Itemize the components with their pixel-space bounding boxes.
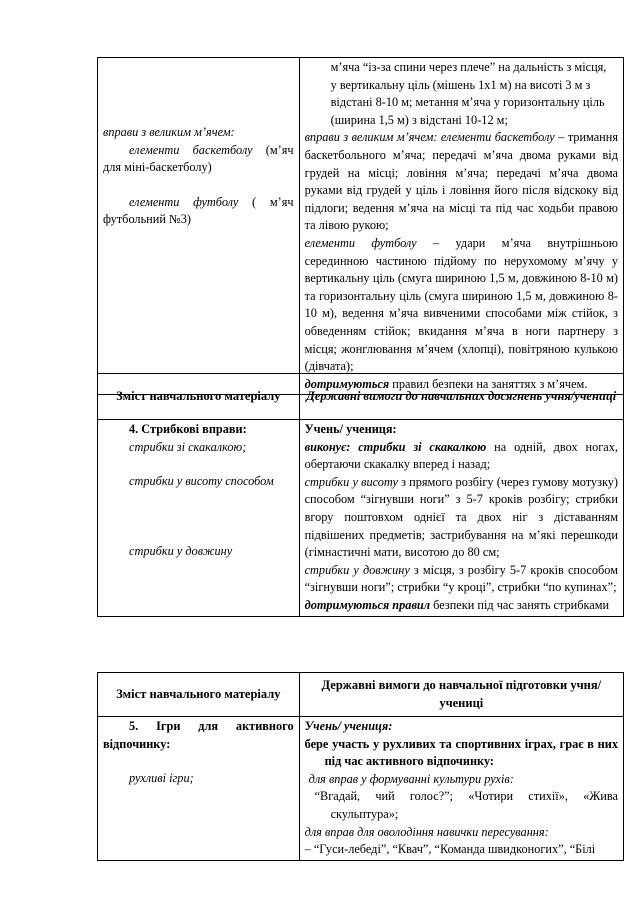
football-item	[103, 194, 294, 229]
section-title: 4. Стрибкові вправи:	[129, 422, 247, 436]
games-item: рухливі ігри;	[129, 771, 194, 786]
basketball-paragraph	[305, 129, 618, 235]
safety-text: правил безпеки на заняттях з м’ячем.	[389, 376, 588, 391]
content-cell	[98, 420, 300, 617]
jump-item: стрибки у висоту способом	[129, 474, 274, 489]
header-requirements: Державні вимоги до навчальної підготовки учня/учениці	[299, 673, 623, 717]
basketball-note: (м’яч для міні-баскетболу)	[103, 142, 294, 175]
table-header-row	[98, 673, 624, 717]
culture-games: “Вгадай, чий голос?”; «Чотири стихії», «Жива скульптура»;	[314, 789, 618, 821]
basketball-label: елементи баскетболу	[129, 142, 253, 157]
safety-lead: дотримуються правил	[304, 597, 431, 612]
text-line: у вертикальну ціль (мішень 1х1 м) на висоті 3 м з	[330, 77, 591, 92]
participation-paragraph: бере участь у рухливих та спортивних іграх, грає в них під час активного відпочинку:	[304, 736, 618, 769]
requirements-cell	[299, 58, 623, 395]
rope-paragraph	[305, 439, 618, 474]
table-row	[98, 58, 624, 395]
long-jump-text: з місця, з розбігу 5-7 кроків способом “зігнувши ноги”; стрибки “у кроці”, стрибки “по купинах”;	[304, 562, 618, 595]
football-text: – удари м’яча внутрішньою серединною частиною підйому по нерухомому м’ячу у вертикальну ціль (смуга шириною 1,5 м, довжиною 8-10 м) та горизонтальну ціль (смуга шириною 1,5 м, довжиною 8-10 м), ведення м’яча вивченими способами між стійок, з обведенням стійок; вкидання м’яча в ноги партнеру з місця; жонглювання м’ячем (хлопці), повітряною кулькою (дівчата);	[304, 235, 618, 374]
header-requirements: Державні вимоги до навчальних досягнень учня/учениці	[299, 374, 623, 420]
movement-heading: для вправ для оволодіння навички пересування:	[304, 824, 549, 839]
header-content: Зміст навчального матеріалу	[98, 374, 300, 420]
requirements-cell	[299, 717, 623, 861]
jump-item: стрибки зі скакалкою;	[129, 439, 247, 454]
safety-text: безпеки під час занять стрибками	[430, 597, 610, 612]
table-row	[98, 420, 624, 617]
table-ball-exercises	[97, 57, 624, 395]
basketball-text: тримання баскетбольного м’яча; передачі м’яча двома руками від грудей на місці; ловіння м’яча; передачі м’яча двома руками від грудей у ціль і ловіння його після відскоку від підлоги; ведення м’яча на місці та під час ходьби правою та лівою рукою;	[304, 130, 618, 233]
football-label: елементи футболу	[129, 194, 239, 209]
table-jumping	[97, 373, 624, 617]
header-content: Зміст навчального матеріалу	[98, 673, 300, 717]
content-cell	[98, 717, 300, 861]
culture-heading: для вправ у формуванні культури рухів:	[308, 771, 514, 786]
ball-heading: вправи з великим м’ячем:	[103, 125, 235, 139]
long-jump-paragraph	[305, 562, 618, 597]
table-games	[97, 672, 624, 861]
table-row	[98, 717, 624, 861]
football-paragraph	[305, 235, 618, 376]
table-header-row	[98, 374, 624, 420]
content-cell	[98, 58, 300, 395]
football-lead: елементи футболу	[304, 235, 417, 250]
requirements-cell	[299, 420, 623, 617]
section-title: 5. Ігри для активного відпочинку:	[103, 719, 294, 751]
safety-paragraph	[305, 597, 618, 615]
rope-lead: виконує: стрибки зі скакалкою	[304, 439, 487, 454]
long-jump-lead: стрибки у довжину	[304, 562, 410, 577]
jump-item: стрибки у довжину	[129, 543, 233, 558]
rope-text: на одній, двох ногах, обертаючи скакалку вперед і назад;	[304, 439, 618, 472]
text-line: м’яча “із-за спини через плече” на дальність з місця,	[330, 60, 607, 74]
student-label: Учень/ учениця:	[304, 422, 397, 436]
text-line: відстані 8-10 м; метання м’яча у горизонтальну ціль	[330, 95, 605, 110]
student-label: Учень/ учениця:	[304, 719, 393, 733]
high-jump-text: з прямого розбігу (через гумову мотузку) способом “зігнувши ноги” з 5-7 кроків розбігу; стрибки вгору поштовхом однієї та двох ніг з діставанням підвішених предметів; застрибування на м’які перешкоди (гімнастичні мати, висотою до 80 см;	[304, 474, 618, 560]
safety-lead: дотримуються	[304, 376, 390, 391]
football-note: ( м’яч футбольний №3)	[103, 194, 294, 227]
high-jump-paragraph	[305, 474, 618, 562]
text-line: (ширина 1,5 м) з відстані 10-12 м;	[330, 112, 508, 127]
high-jump-lead: стрибки у висоту	[304, 474, 398, 489]
movement-games: – “Гуси-лебеді”, “Квач”, “Команда швидконогих”, “Білі	[304, 842, 596, 857]
basketball-item	[103, 142, 294, 177]
basketball-lead: вправи з великим м’ячем: елементи баскетболу –	[304, 130, 565, 145]
